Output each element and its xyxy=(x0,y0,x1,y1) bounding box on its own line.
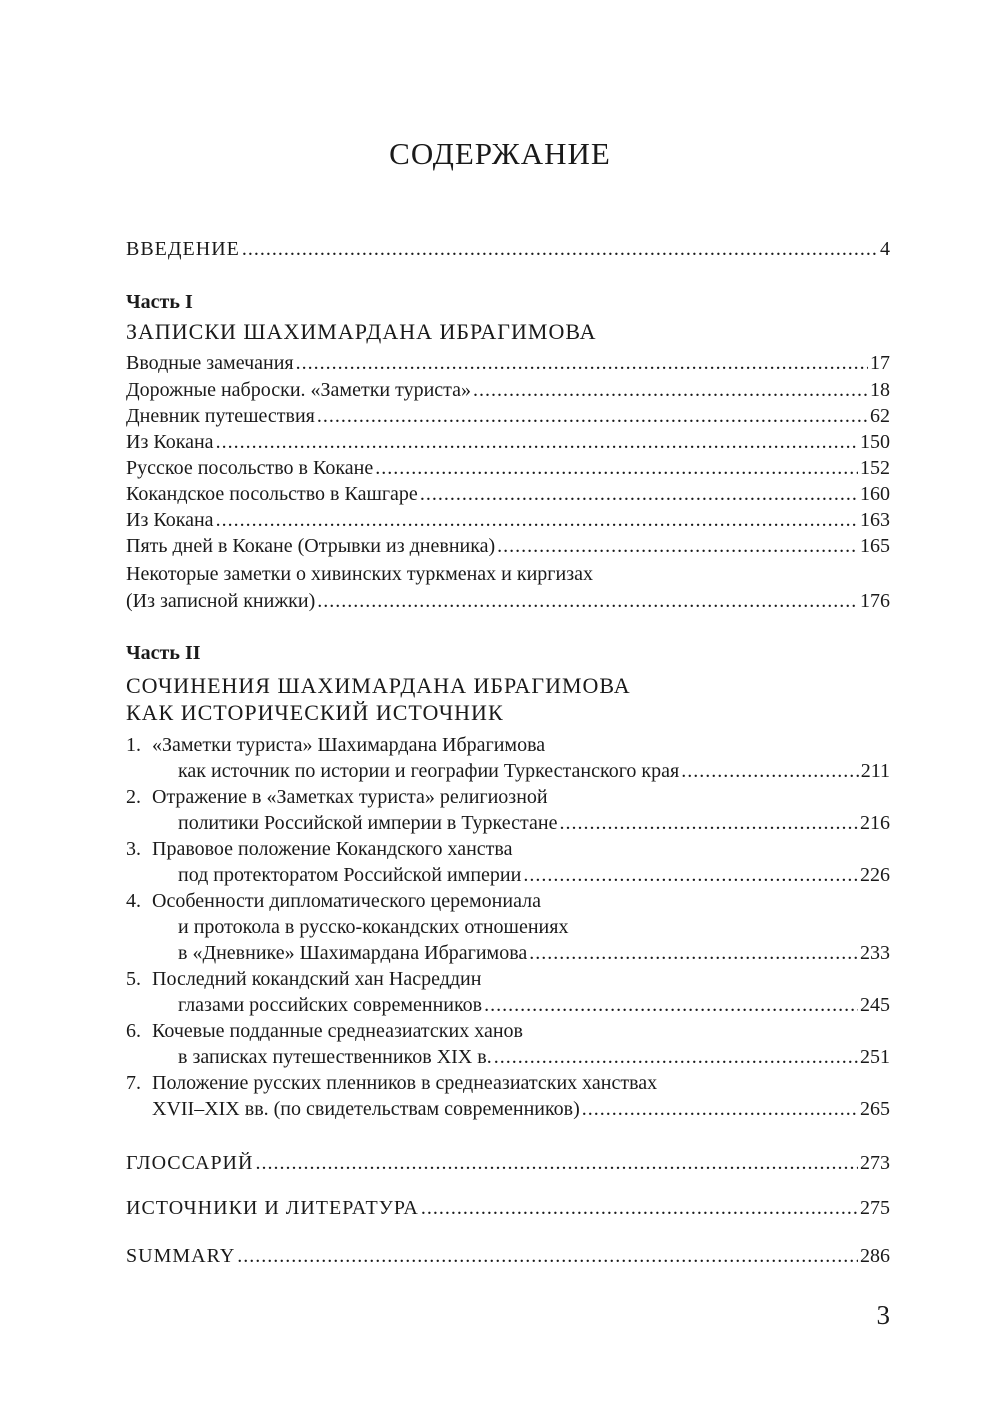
leader-dots xyxy=(582,1096,858,1122)
toc-entry-label: ГЛОССАРИЙ xyxy=(126,1152,254,1174)
toc-entry-page: 165 xyxy=(860,535,890,557)
leader-dots xyxy=(523,862,858,888)
leader-dots xyxy=(237,1243,858,1269)
toc-entry[interactable] xyxy=(178,758,890,784)
toc-entry-line: Положение русских пленников в среднеазиатских ханствах xyxy=(152,1072,658,1094)
toc-entry-glossary[interactable] xyxy=(126,1150,890,1176)
toc-entry-label: Из Кокана xyxy=(126,509,214,531)
item-number: 6. xyxy=(126,1020,141,1042)
toc-entry-label: Дорожные наброски. «Заметки туриста» xyxy=(126,379,472,401)
leader-dots xyxy=(420,481,858,507)
leader-dots xyxy=(484,992,858,1018)
toc-entry-line: Правовое положение Кокандского ханства xyxy=(152,838,513,860)
toc-entry-label: Вводные замечания xyxy=(126,352,294,374)
toc-entry-label: Кокандское посольство в Кашгаре xyxy=(126,483,418,505)
toc-entry-page: 152 xyxy=(860,457,890,479)
toc-entry[interactable] xyxy=(178,992,890,1018)
toc-entry-page: 150 xyxy=(860,431,890,453)
page-number: 3 xyxy=(876,1300,890,1330)
toc-entry-page: 4 xyxy=(880,238,890,260)
item-number: 5. xyxy=(126,968,141,990)
toc-entry-page: 18 xyxy=(870,379,890,401)
leader-dots xyxy=(681,758,859,784)
leader-dots xyxy=(242,236,878,262)
part2-label: Часть II xyxy=(126,642,201,664)
leader-dots xyxy=(375,455,858,481)
toc-entry-page: 273 xyxy=(860,1152,890,1174)
toc-entry-page: 275 xyxy=(860,1197,890,1219)
leader-dots xyxy=(255,1150,858,1176)
toc-entry-label: Русское посольство в Кокане xyxy=(126,457,374,479)
leader-dots xyxy=(473,377,868,403)
toc-entry-page: 160 xyxy=(860,483,890,505)
toc-entry-line: и протокола в русско-кокандских отношениях xyxy=(178,916,569,938)
leader-dots xyxy=(296,350,868,376)
toc-entry-label: XVII–XIX вв. (по свидетельствам современников) xyxy=(152,1098,580,1120)
leader-dots xyxy=(216,507,858,533)
toc-entry-line: Последний кокандский хан Насреддин xyxy=(152,968,482,990)
toc-entry-page: 216 xyxy=(860,812,890,834)
item-number: 2. xyxy=(126,786,141,808)
leader-dots xyxy=(559,810,858,836)
leader-dots xyxy=(317,588,858,614)
part1-label: Часть I xyxy=(126,291,193,313)
toc-entry[interactable] xyxy=(126,481,890,507)
item-number: 3. xyxy=(126,838,141,860)
toc-entry[interactable] xyxy=(126,507,890,533)
item-number: 7. xyxy=(126,1072,141,1094)
toc-entry[interactable] xyxy=(178,940,890,966)
toc-entry-page: 226 xyxy=(860,864,890,886)
toc-entry-page: 245 xyxy=(860,994,890,1016)
toc-entry[interactable] xyxy=(178,862,890,888)
toc-entry-label: как источник по истории и географии Туркестанского края xyxy=(178,760,680,782)
toc-entry-page: 233 xyxy=(860,942,890,964)
part2-title-line2: КАК ИСТОРИЧЕСКИЙ ИСТОЧНИК xyxy=(126,700,504,725)
toc-entry-page: 265 xyxy=(860,1098,890,1120)
leader-dots xyxy=(317,403,868,429)
leader-dots xyxy=(529,940,858,966)
toc-entry[interactable] xyxy=(126,429,890,455)
toc-entry-page: 286 xyxy=(860,1245,890,1267)
toc-entry-line: «Заметки туриста» Шахимардана Ибрагимова xyxy=(152,734,546,756)
toc-entry-label: ВВЕДЕНИЕ xyxy=(126,238,240,260)
toc-entry-label: Дневник путешествия xyxy=(126,405,315,427)
toc-entry-label: Из Кокана xyxy=(126,431,214,453)
toc-entry-sources[interactable] xyxy=(126,1195,890,1221)
toc-entry[interactable] xyxy=(152,1096,890,1122)
toc-entry[interactable] xyxy=(178,1044,890,1070)
toc-entry-label: в записках путешественников XIX в. xyxy=(178,1046,492,1068)
toc-entry-page: 163 xyxy=(860,509,890,531)
part1-title: ЗАПИСКИ ШАХИМАРДАНА ИБРАГИМОВА xyxy=(126,319,597,344)
toc-entry[interactable] xyxy=(126,377,890,403)
item-number: 1. xyxy=(126,734,141,756)
toc-entry[interactable] xyxy=(126,350,890,376)
toc-entry-label: глазами российских современников xyxy=(178,994,483,1016)
toc-entry-label: (Из записной книжки) xyxy=(126,590,316,612)
toc-entry-intro[interactable] xyxy=(126,236,890,262)
toc-entry-line: Кочевые подданные среднеазиатских ханов xyxy=(152,1020,523,1042)
toc-entry[interactable] xyxy=(126,455,890,481)
toc-entry-page: 251 xyxy=(860,1046,890,1068)
toc-entry-label: под протекторатом Российской империи xyxy=(178,864,522,886)
toc-entry[interactable] xyxy=(126,533,890,559)
toc-entry-summary[interactable] xyxy=(126,1243,890,1269)
toc-entry-page: 62 xyxy=(870,405,890,427)
leader-dots xyxy=(216,429,858,455)
page-title: СОДЕРЖАНИЕ xyxy=(389,136,611,171)
toc-entry-label: в «Дневнике» Шахимардана Ибрагимова xyxy=(178,942,528,964)
toc-entry-label: SUMMARY xyxy=(126,1245,236,1267)
item-number: 4. xyxy=(126,890,141,912)
toc-entry-line: Отражение в «Заметках туриста» религиозной xyxy=(152,786,548,808)
toc-entry-label: Пять дней в Кокане (Отрывки из дневника) xyxy=(126,535,496,557)
leader-dots xyxy=(497,533,858,559)
toc-entry[interactable] xyxy=(178,810,890,836)
toc-entry-page: 211 xyxy=(860,760,890,782)
toc-entry-label: ИСТОЧНИКИ И ЛИТЕРАТУРА xyxy=(126,1197,419,1219)
part2-title-line1: СОЧИНЕНИЯ ШАХИМАРДАНА ИБРАГИМОВА xyxy=(126,673,631,698)
toc-entry[interactable] xyxy=(126,403,890,429)
leader-dots xyxy=(421,1195,858,1221)
toc-entry-page: 176 xyxy=(860,590,890,612)
toc-entry-page: 17 xyxy=(870,352,890,374)
toc-entry-line: Некоторые заметки о хивинских туркменах и киргизах xyxy=(126,563,593,585)
toc-entry[interactable] xyxy=(126,588,890,614)
leader-dots xyxy=(494,1044,858,1070)
toc-entry-label: политики Российской империи в Туркестане xyxy=(178,812,558,834)
toc-entry-line: Особенности дипломатического церемониала xyxy=(152,890,541,912)
